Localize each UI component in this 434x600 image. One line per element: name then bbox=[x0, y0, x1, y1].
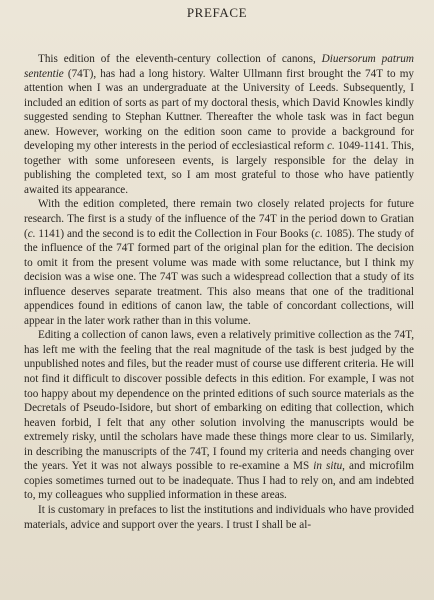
body-text bbox=[24, 52, 414, 532]
paragraph-1-run-2: Diuersorum patrum sententie bbox=[24, 53, 414, 80]
paragraph-2-run-2: c. bbox=[27, 227, 36, 240]
paragraph-1-run-4: c. bbox=[327, 140, 335, 153]
paragraph-3 bbox=[24, 328, 414, 503]
paragraph-4-run-1: It is customary in prefaces to list the institutions and individuals who have provided materials, advice and support over the years. I trust I shall be al- bbox=[24, 503, 414, 531]
paragraph-4 bbox=[24, 503, 414, 532]
paragraph-3-run-2: in situ bbox=[313, 460, 343, 473]
paragraph-3-run-3: , and microfilm copies sometimes turned out to be inadequate. Thus I had to rely on, and am indebted to, my colleagues who supplied information in these areas. bbox=[24, 460, 414, 502]
paragraph-2-run-3: 1141) and the second is to edit the Collection in Four Books ( bbox=[35, 227, 316, 240]
page-heading: PREFACE bbox=[186, 5, 248, 20]
paragraph-1 bbox=[24, 52, 414, 197]
paragraph-2-run-4: c. bbox=[315, 227, 323, 240]
paragraph-2-run-1: With the edition completed, there remain two closely related projects for future research. The first is a study of the influence of the 74T in the period down to Gratian ( bbox=[24, 198, 414, 240]
paragraph-1-run-5: 1049-1141. This, together with some unforeseen events, is largely responsible for the delay in publishing the completed text, so I am most grateful to those who have patiently awaited its appearance. bbox=[24, 140, 414, 196]
paragraph-2-run-5: 1085). The study of the influence of the 74T formed part of the original plan for the edition. The decision to omit it from the present volume was made with some reluctance, but I think my decision was a wise one. The 74T was such a widespread collection that a study of its influence deserves separate treatment. This also means that one of the traditional appendices found in editions of canon law, the table of concordant collections, will appear in the later work rather than in this volume. bbox=[24, 227, 414, 327]
paragraph-2 bbox=[24, 197, 414, 328]
paragraph-1-run-1: This edition of the eleventh-century collection of canons, bbox=[38, 53, 322, 65]
paragraph-3-run-1: Editing a collection of canon laws, even a relatively primitive collection as the 74T, has left me with the feeling that the real magnitude of the task is best judged by the unpublished notes and files, but the reader must of course use different criteria. He will not find it difficult to discover possible defects in this edition. For example, I was not too happy about my dependence on the printed editions of such source materials as the Decretals of Pseudo-Isidore, but short of embarking on editing that collection, which heaven forbid, I felt that any other solution involving the manuscripts would be extremely risky, until the scholars have made these things more clear to us. Similarly, in describing the manuscripts of the 74T, I found my criteria and needs changing over the years. Yet it was not always possible to re-examine a MS bbox=[24, 329, 414, 473]
paragraph-1-run-3: (74T), has had a long history. Walter Ullmann first brought the 74T to my attention when I was an undergraduate at the University of Leeds. Subsequently, I included an edition of sorts as part of my doctoral thesis, which David Knowles kindly suggested sending to Stephan Kuttner. Thereafter the whole task was in fact begun anew. However, working on the edition soon came to provide a background for developing my other interests in the period of ecclesiastical reform bbox=[24, 67, 414, 153]
